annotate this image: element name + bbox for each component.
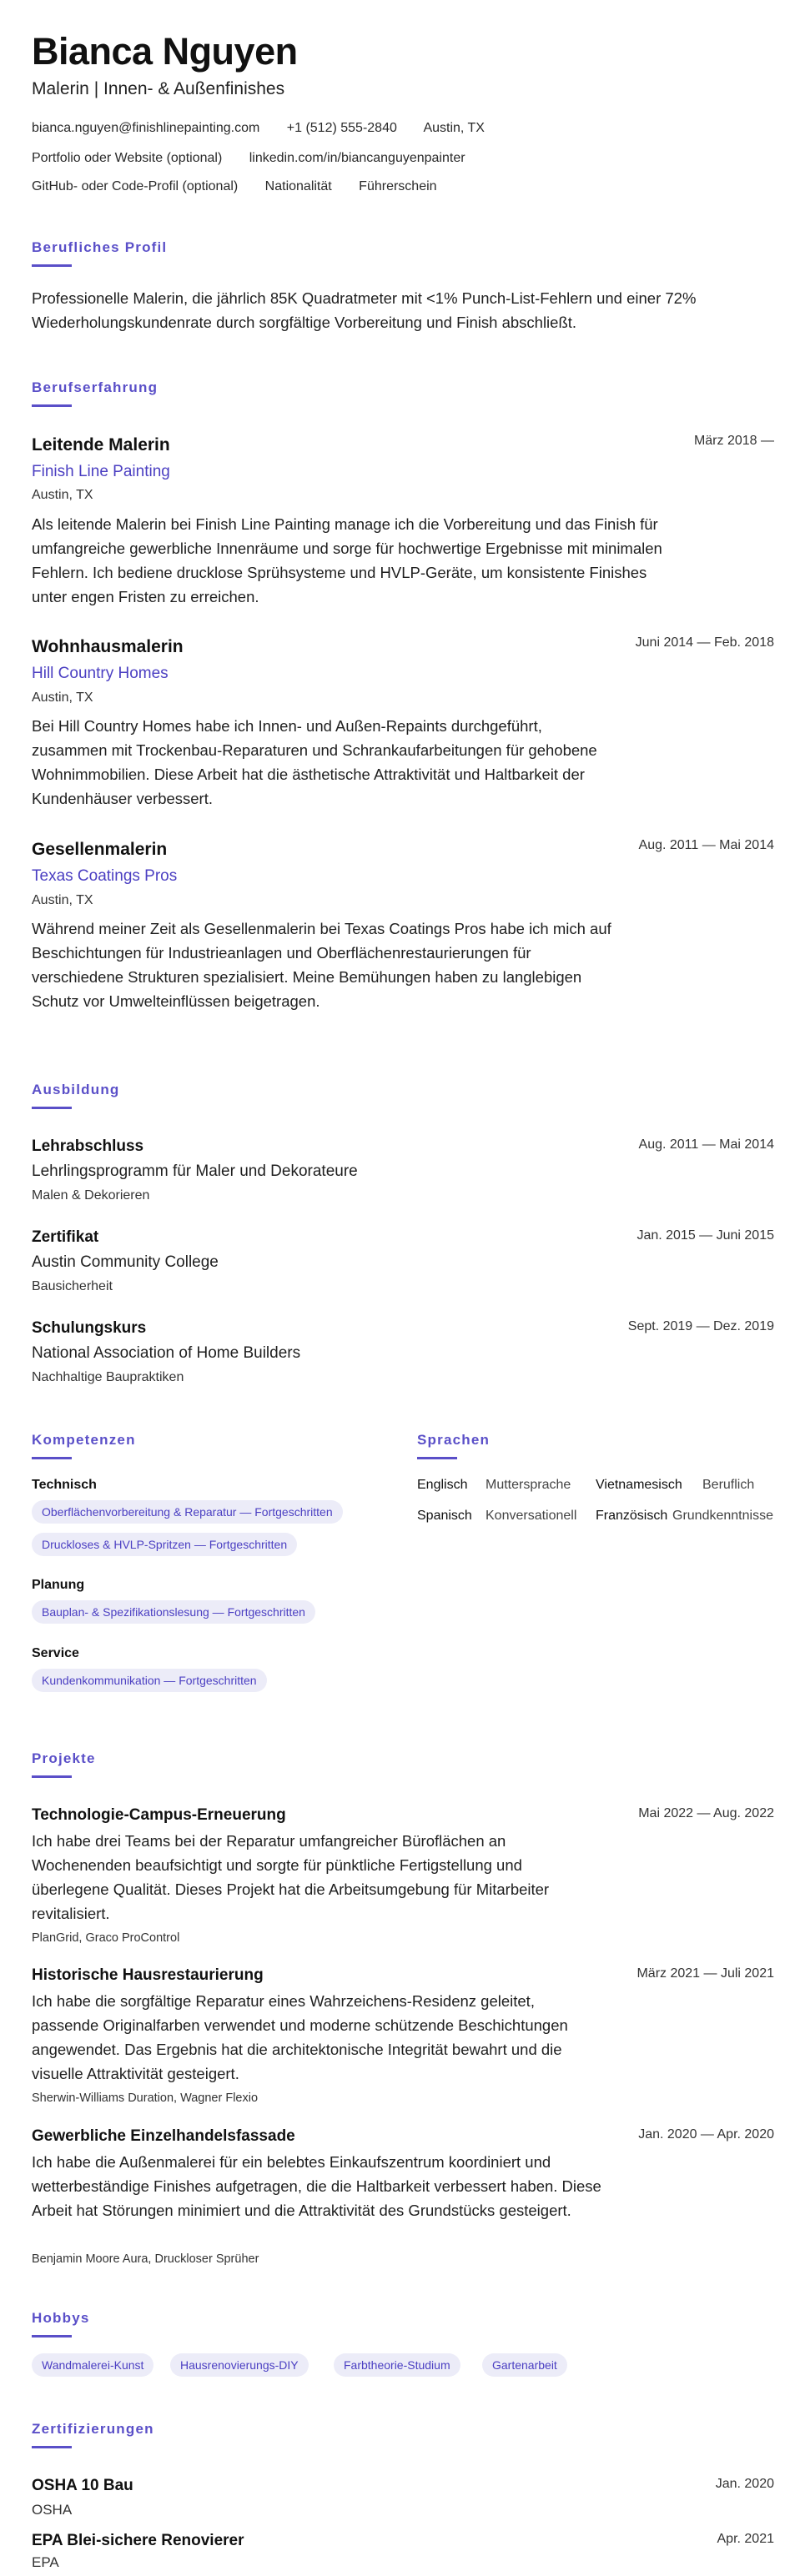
contact-row-2 bbox=[32, 151, 489, 166]
cert-issuer: OSHA bbox=[32, 2502, 73, 2518]
section-title-hobbies: Hobbys bbox=[32, 2310, 90, 2326]
section-rule bbox=[32, 1457, 72, 1459]
project-dates: Jan. 2020 — Apr. 2020 bbox=[638, 2127, 774, 2142]
hobby-pill: Farbtheorie-Studium bbox=[334, 2353, 460, 2377]
language-name: Spanisch bbox=[417, 1509, 472, 1523]
project-dates: März 2021 — Juli 2021 bbox=[637, 1966, 774, 1981]
cert-name: OSHA 10 Bau bbox=[32, 2477, 133, 2494]
section-title-certifications: Zertifizierungen bbox=[32, 2421, 154, 2437]
section-title-skills: Kompetenzen bbox=[32, 1432, 136, 1448]
edu-field: Bausicherheit bbox=[32, 1279, 113, 1293]
section-rule bbox=[32, 1775, 72, 1778]
job-title: Wohnhausmalerin bbox=[32, 637, 184, 656]
project-description: Ich habe die sorgfältige Reparatur eines Wahrzeichens-Residenz geleitet, passende Originalfarben verwendet und moderne schützende Beschichtungen angewendet. Das Ergebnis hat die architektonische Integrität bewahrt und die visuelle Attraktivität gesteigert. bbox=[32, 1992, 568, 2082]
edu-field: Malen & Dekorieren bbox=[32, 1188, 150, 1203]
edu-institution: Austin Community College bbox=[32, 1253, 219, 1271]
project-tools: Benjamin Moore Aura, Druckloser Sprüher bbox=[32, 2252, 259, 2266]
skill-pill: Bauplan- & Spezifikationslesung — Fortgeschritten bbox=[32, 1600, 315, 1624]
skill-pill: Kundenkommunikation — Fortgeschritten bbox=[32, 1669, 267, 1692]
language-level: Muttersprache bbox=[486, 1478, 571, 1492]
edu-degree: Zertifikat bbox=[32, 1228, 99, 1246]
section-rule bbox=[417, 1457, 457, 1459]
skill-pill: Oberflächenvorbereitung & Reparatur — Fortgeschritten bbox=[32, 1500, 343, 1524]
contact-github[interactable]: GitHub- oder Code-Profil (optional) bbox=[32, 179, 239, 193]
section-rule bbox=[32, 264, 72, 267]
language-level: Beruflich bbox=[702, 1478, 755, 1492]
cert-date: Jan. 2020 bbox=[715, 2477, 774, 2491]
edu-dates: Jan. 2015 — Juni 2015 bbox=[637, 1228, 774, 1243]
section-title-profile: Berufliches Profil bbox=[32, 239, 168, 255]
job-location: Austin, TX bbox=[32, 488, 93, 502]
language-level: Grundkenntnisse bbox=[672, 1509, 773, 1523]
language-level: Konversationell bbox=[486, 1509, 577, 1523]
contact-nationality: Nationalität bbox=[264, 179, 332, 193]
profile-text: Professionelle Malerin, die jährlich 85K Quadratmeter mit <1% Punch-List-Fehlern und einer 72% Wiederholungskundenrate durch sorgfältige Vorbereitung und Finish abschließt. bbox=[32, 289, 697, 331]
job-dates: März 2018 — bbox=[693, 434, 774, 448]
contact-linkedin[interactable]: linkedin.com/in/biancanguyenpainter bbox=[249, 151, 465, 165]
project-dates: Mai 2022 — Aug. 2022 bbox=[638, 1806, 774, 1820]
section-title-education: Ausbildung bbox=[32, 1082, 120, 1097]
candidate-headline: Malerin | Innen- & Außenfinishes bbox=[32, 79, 285, 98]
language-name: Englisch bbox=[417, 1478, 468, 1492]
section-rule bbox=[32, 2335, 72, 2337]
language-name: Vietnamesisch bbox=[596, 1478, 682, 1492]
edu-institution: National Association of Home Builders bbox=[32, 1344, 301, 1362]
section-title-languages: Sprachen bbox=[417, 1432, 491, 1448]
edu-degree: Schulungskurs bbox=[32, 1319, 147, 1337]
cert-date: Apr. 2021 bbox=[717, 2532, 774, 2546]
job-description: Während meiner Zeit als Gesellenmalerin bei Texas Coatings Pros habe ich mich auf Beschichtungen für Industrieanlagen und Oberflächenrestaurierungen für verschiedene Strukturen spezialisiert. Meine Bemühungen haben zu langlebigen Schutz vor Umwelteinflüssen beigetragen. bbox=[32, 920, 611, 1010]
edu-dates: Sept. 2019 — Dez. 2019 bbox=[627, 1319, 774, 1333]
project-name: Historische Hausrestaurierung bbox=[32, 1966, 264, 1984]
contact-email[interactable]: bianca.nguyen@finishlinepainting.com bbox=[32, 121, 260, 135]
hobby-pill: Wandmalerei-Kunst bbox=[32, 2353, 153, 2377]
job-location: Austin, TX bbox=[32, 893, 93, 907]
section-title-projects: Projekte bbox=[32, 1750, 96, 1766]
contact-portfolio[interactable]: Portfolio oder Website (optional) bbox=[32, 151, 223, 165]
hobby-pill: Gartenarbeit bbox=[482, 2353, 567, 2377]
edu-field: Nachhaltige Baupraktiken bbox=[32, 1370, 184, 1384]
contact-phone[interactable]: +1 (512) 555-2840 bbox=[286, 121, 397, 135]
section-rule bbox=[32, 1107, 72, 1109]
section-title-experience: Berufserfahrung bbox=[32, 379, 158, 395]
skill-group-name: Technisch bbox=[32, 1478, 97, 1492]
section-rule bbox=[32, 2446, 72, 2448]
candidate-name: Bianca Nguyen bbox=[32, 30, 298, 73]
job-dates: Juni 2014 — Feb. 2018 bbox=[635, 635, 774, 650]
project-name: Technologie-Campus-Erneuerung bbox=[32, 1806, 286, 1824]
edu-degree: Lehrabschluss bbox=[32, 1137, 144, 1155]
project-description: Ich habe drei Teams bei der Reparatur umfangreicher Büroflächen an Wochenenden beaufsichtigt und sorgte für pünktliche Fertigstellung und überlegene Qualität. Dieses Projekt hat die Arbeitsumgebung für Mitarbeiter revitalisiert. bbox=[32, 1832, 550, 1922]
cert-issuer: EPA bbox=[32, 2554, 59, 2570]
job-company: Finish Line Painting bbox=[32, 463, 170, 480]
edu-institution: Lehrlingsprogramm für Maler und Dekorateure bbox=[32, 1162, 358, 1180]
project-tools: PlanGrid, Graco ProControl bbox=[32, 1931, 180, 1945]
section-rule bbox=[32, 404, 72, 407]
project-description: Ich habe die Außenmalerei für ein belebtes Einkaufszentrum koordiniert und wetterbeständige Finishes aufgetragen, die die Haltbarkeit verbessert haben. Diese Arbeit hat Störungen minimiert und die Attraktivität des Grundstücks gesteigert. bbox=[32, 2153, 601, 2219]
job-company: Hill Country Homes bbox=[32, 665, 169, 682]
job-title: Gesellenmalerin bbox=[32, 840, 168, 859]
hobby-pill: Hausrenovierungs-DIY bbox=[170, 2353, 309, 2377]
skill-group-name: Service bbox=[32, 1646, 79, 1660]
contact-location: Austin, TX bbox=[423, 121, 485, 135]
project-name: Gewerbliche Einzelhandelsfassade bbox=[32, 2127, 295, 2145]
cert-name: EPA Blei-sichere Renovierer bbox=[32, 2532, 244, 2549]
job-location: Austin, TX bbox=[32, 690, 93, 705]
project-tools: Sherwin-Williams Duration, Wagner Flexio bbox=[32, 2091, 259, 2105]
job-description: Als leitende Malerin bei Finish Line Painting manage ich die Vorbereitung und das Finish für umfangreiche gewerbliche Innenräume und sorge für hochwertige Ergebnisse mit minimalen Fehlern. Ich bediene drucklose Sprühsysteme und HVLP-Geräte, um konsistente Finishes unter engen Fristen zu erreichen. bbox=[32, 515, 662, 605]
edu-dates: Aug. 2011 — Mai 2014 bbox=[638, 1137, 774, 1152]
skill-pill: Druckloses & HVLP-Spritzen — Fortgeschritten bbox=[32, 1533, 297, 1556]
language-name: Französisch bbox=[596, 1509, 668, 1523]
skill-group-name: Planung bbox=[32, 1578, 85, 1592]
job-company: Texas Coatings Pros bbox=[32, 867, 178, 885]
job-dates: Aug. 2011 — Mai 2014 bbox=[638, 838, 774, 852]
job-description: Bei Hill Country Homes habe ich Innen- und Außen-Repaints durchgeführt, zusammen mit Trockenbau-Reparaturen und Schrankaufarbeitungen für gehobene Wohnimmobilien. Diese Arbeit hat die ästhetische Attraktivität und Haltbarkeit der Kundenhäuser verbessert. bbox=[32, 717, 597, 807]
contact-row-1 bbox=[32, 121, 508, 136]
contact-license: Führerschein bbox=[359, 179, 437, 193]
contact-row-3 bbox=[32, 179, 460, 194]
job-title: Leitende Malerin bbox=[32, 435, 170, 454]
